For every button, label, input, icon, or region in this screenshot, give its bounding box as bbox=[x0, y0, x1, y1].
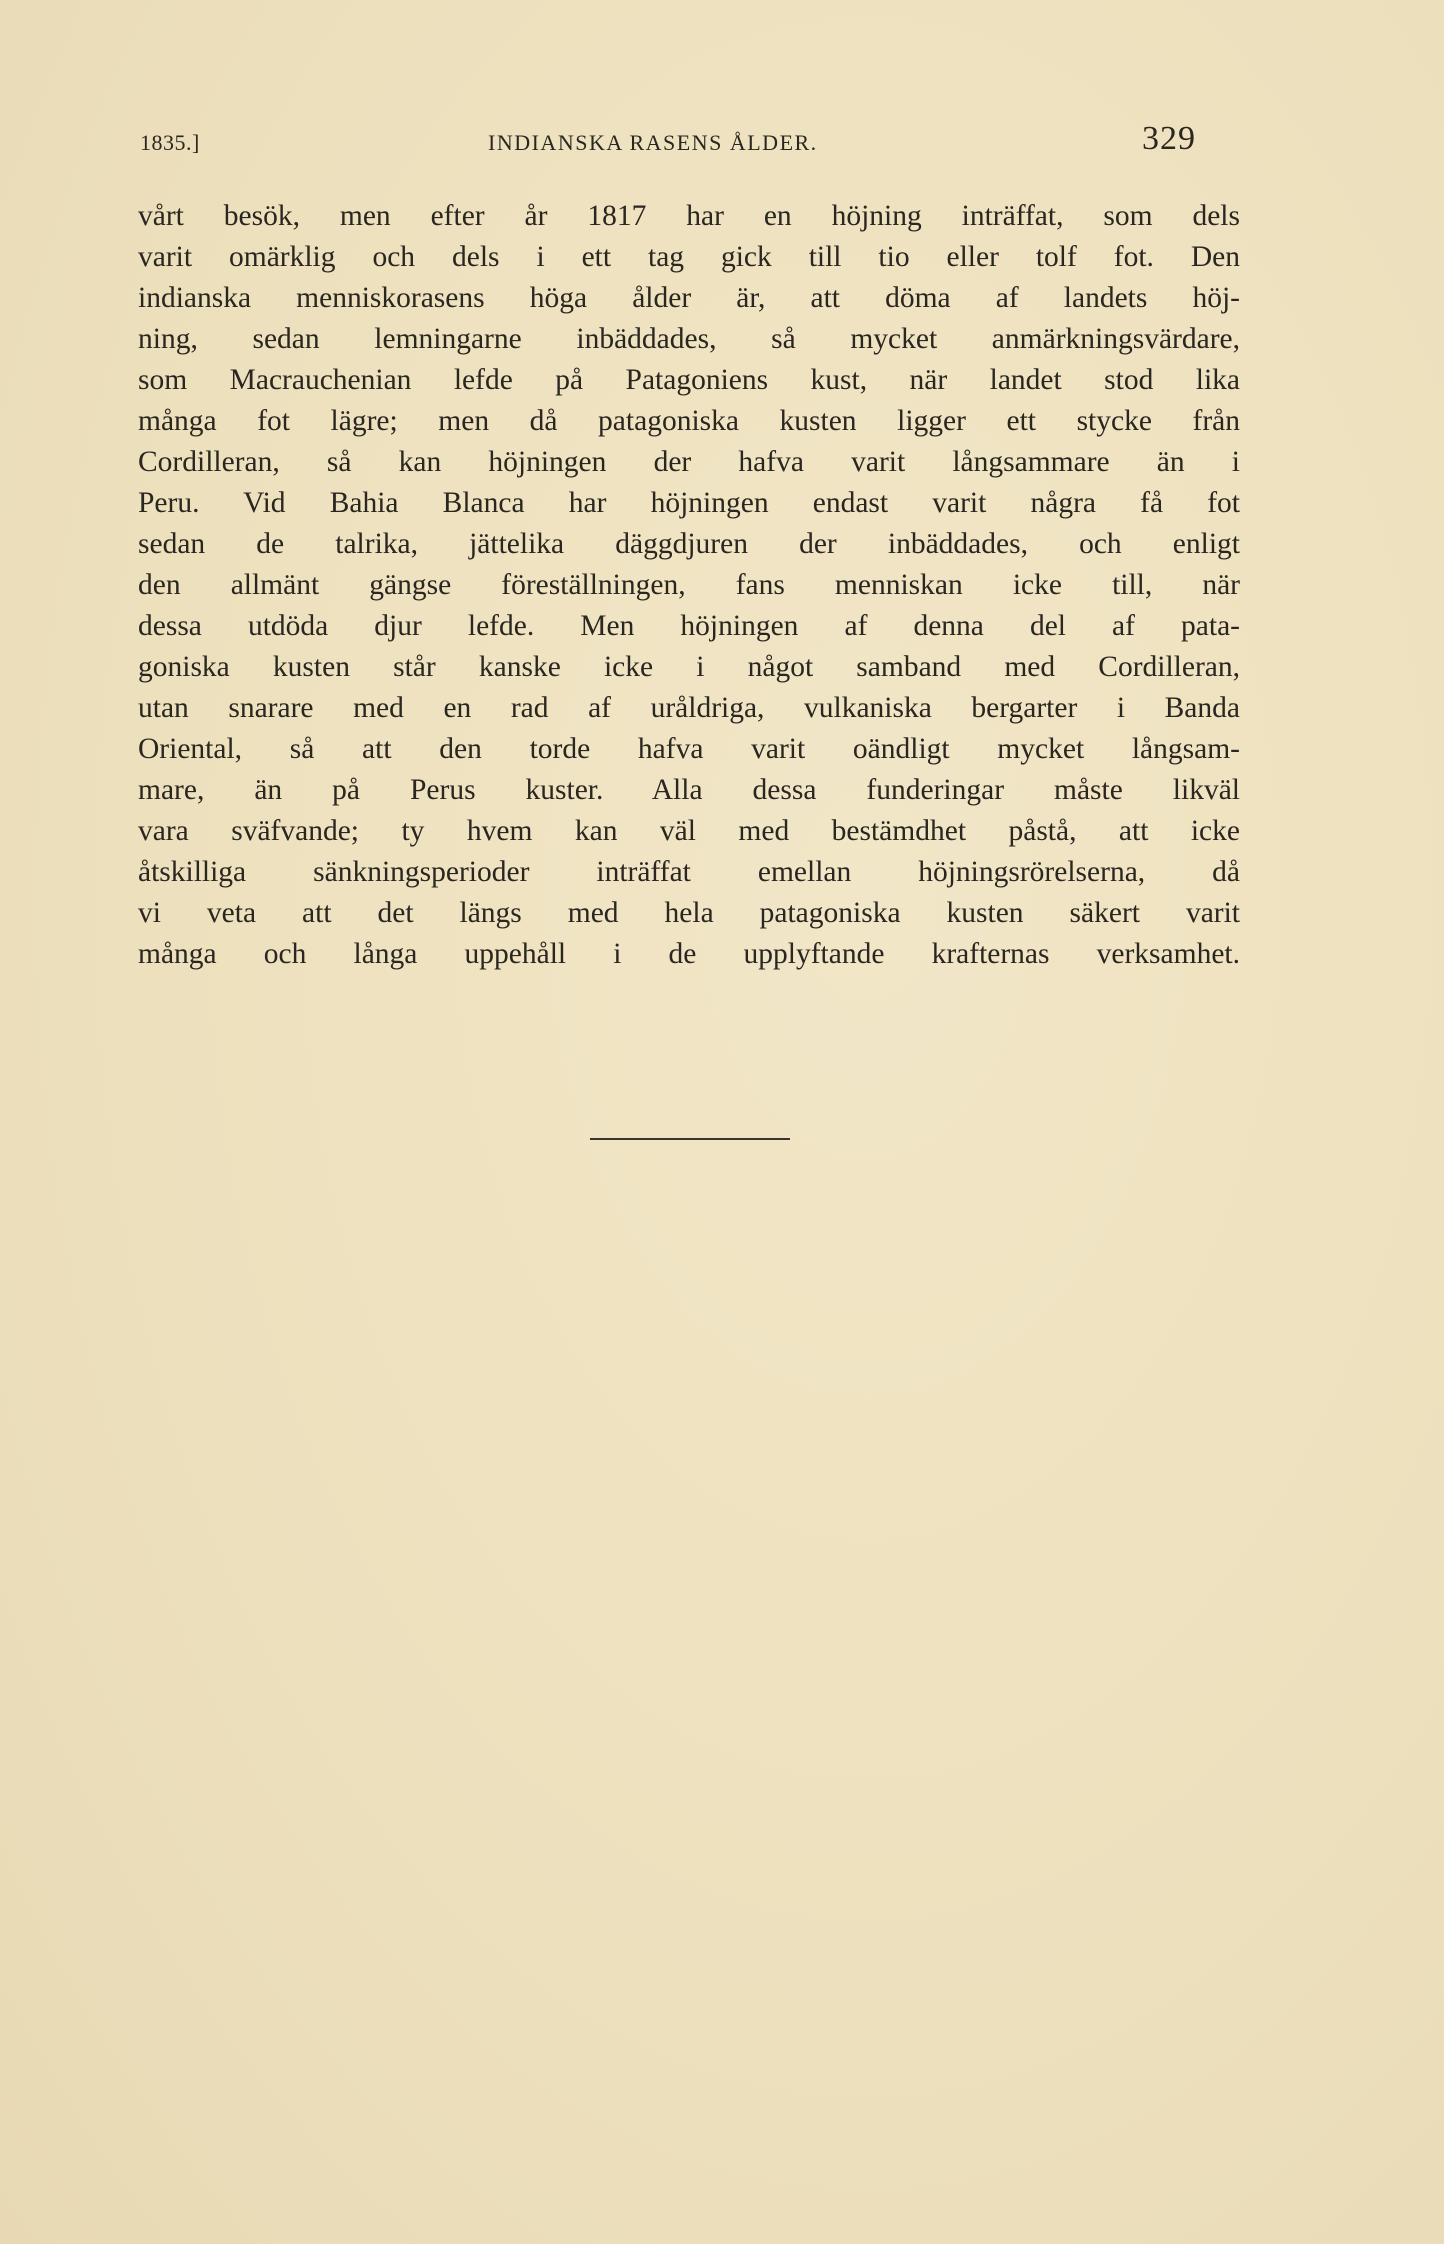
text-line: indianska menniskorasens höga ålder är, att döma af landets höj- bbox=[138, 282, 1240, 314]
text-line: många fot lägre; men då patagoniska kusten ligger ett stycke från bbox=[138, 405, 1240, 437]
text-line: mare, än på Perus kuster. Alla dessa funderingar måste likväl bbox=[138, 774, 1240, 806]
section-end-rule bbox=[590, 1138, 790, 1140]
text-line: åtskilliga sänkningsperioder inträffat emellan höjningsrörelserna, då bbox=[138, 856, 1240, 888]
page-number: 329 bbox=[1142, 120, 1196, 157]
text-line: goniska kusten står kanske icke i något samband med Cordilleran, bbox=[138, 651, 1240, 683]
text-line: den allmänt gängse föreställningen, fans menniskan icke till, när bbox=[138, 569, 1240, 601]
text-line: utan snarare med en rad af uråldriga, vulkaniska bergarter i Banda bbox=[138, 692, 1240, 724]
text-line: Peru. Vid Bahia Blanca har höjningen endast varit några få fot bbox=[138, 487, 1240, 519]
running-head bbox=[140, 120, 1196, 166]
text-line: vårt besök, men efter år 1817 har en höjning inträffat, som dels bbox=[138, 200, 1240, 232]
text-line: Oriental, så att den torde hafva varit oändligt mycket långsam- bbox=[138, 733, 1240, 765]
text-line: vi veta att det längs med hela patagoniska kusten säkert varit bbox=[138, 897, 1240, 929]
text-line: vara sväfvande; ty hvem kan väl med bestämdhet påstå, att icke bbox=[138, 815, 1240, 847]
text-line: många och långa uppehåll i de upplyftande krafternas verksamhet. bbox=[138, 938, 1240, 970]
text-line: sedan de talrika, jättelika däggdjuren der inbäddades, och enligt bbox=[138, 528, 1240, 560]
text-line: varit omärklig och dels i ett tag gick till tio eller tolf fot. Den bbox=[138, 241, 1240, 273]
text-line: dessa utdöda djur lefde. Men höjningen af denna del af pata- bbox=[138, 610, 1240, 642]
running-head-year: 1835.] bbox=[140, 130, 200, 155]
text-line: Cordilleran, så kan höjningen der hafva varit långsammare än i bbox=[138, 446, 1240, 478]
text-line: ning, sedan lemningarne inbäddades, så mycket anmärkningsvärdare, bbox=[138, 323, 1240, 355]
text-line: som Macrauchenian lefde på Patagoniens kust, när landet stod lika bbox=[138, 364, 1240, 396]
body-paragraph bbox=[138, 196, 1240, 975]
running-head-title: INDIANSKA RASENS ÅLDER. bbox=[488, 130, 818, 155]
